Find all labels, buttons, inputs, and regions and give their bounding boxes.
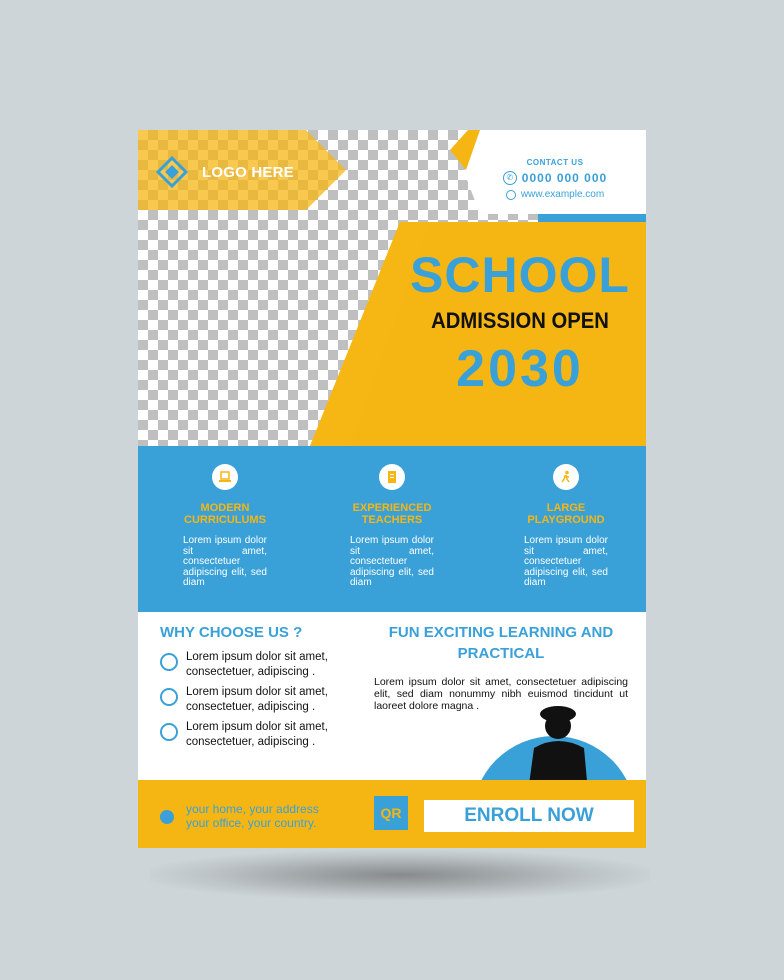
location-icon bbox=[160, 810, 174, 824]
circle-bullet-icon bbox=[160, 688, 178, 706]
enroll-now-button[interactable]: ENROLL NOW bbox=[424, 800, 634, 832]
phone-number[interactable]: 0000 000 000 bbox=[521, 171, 608, 185]
logo-text: LOGO HERE bbox=[202, 163, 294, 181]
document-icon bbox=[379, 464, 405, 490]
diamond-logo-icon bbox=[156, 156, 188, 188]
qr-code[interactable]: QR bbox=[374, 796, 408, 830]
runner-icon bbox=[553, 464, 579, 490]
features-band bbox=[138, 446, 646, 612]
phone-row bbox=[480, 171, 630, 185]
why-item bbox=[160, 685, 346, 715]
address bbox=[186, 802, 319, 830]
feature-teachers bbox=[337, 464, 447, 589]
contact-label: CONTACT US bbox=[526, 158, 584, 167]
headline-admission: ADMISSION OPEN bbox=[431, 308, 609, 333]
address-line2: your office, your country. bbox=[186, 816, 317, 830]
address-line1: your home, your address bbox=[186, 802, 319, 816]
feature-title: LARGE PLAYGROUND bbox=[527, 502, 605, 526]
headline-year: 2030 bbox=[456, 340, 584, 398]
flyer bbox=[138, 130, 646, 848]
headline bbox=[400, 248, 640, 398]
feature-title: MODERN CURRICULUMS bbox=[184, 502, 266, 526]
why-item-text: Lorem ipsum dolor sit amet, consectetuer, adipiscing . bbox=[186, 721, 328, 748]
circle-bullet-icon bbox=[160, 723, 178, 741]
fun-title: FUN EXCITING LEARNING AND PRACTICAL bbox=[388, 624, 614, 662]
why-item-text: Lorem ipsum dolor sit amet, consectetuer, adipiscing . bbox=[186, 686, 328, 713]
logo bbox=[156, 156, 294, 188]
why-item-text: Lorem ipsum dolor sit amet, consectetuer, adipiscing . bbox=[186, 651, 328, 678]
website-link[interactable]: www.example.com bbox=[520, 189, 605, 200]
feature-title: EXPERIENCED TEACHERS bbox=[352, 502, 432, 526]
headline-school: SCHOOL bbox=[410, 247, 630, 303]
feature-playground bbox=[511, 464, 621, 589]
feature-body: Lorem ipsum dolor sit amet, consectetuer adipiscing elit, sed diam bbox=[183, 535, 267, 588]
feature-body: Lorem ipsum dolor sit amet, consectetuer adipiscing elit, sed diam bbox=[350, 535, 434, 588]
globe-icon bbox=[506, 190, 516, 200]
why-item bbox=[160, 720, 346, 750]
website-row bbox=[480, 189, 630, 200]
contact-block bbox=[480, 158, 630, 200]
flyer-shadow bbox=[150, 850, 650, 900]
circle-bullet-icon bbox=[160, 653, 178, 671]
phone-icon: ✆ bbox=[503, 171, 517, 185]
laptop-icon bbox=[212, 464, 238, 490]
why-title: WHY CHOOSE US ? bbox=[160, 624, 303, 641]
feature-curriculums bbox=[170, 464, 280, 589]
feature-body: Lorem ipsum dolor sit amet, consectetuer adipiscing elit, sed diam bbox=[524, 535, 608, 588]
blue-strip bbox=[538, 214, 646, 222]
why-item bbox=[160, 650, 346, 680]
fun-body: Lorem ipsum dolor sit amet, consectetuer adipiscing elit, sed diam nonummy nibh euismod tincidunt ut laoreet dolore magna . bbox=[374, 676, 628, 712]
